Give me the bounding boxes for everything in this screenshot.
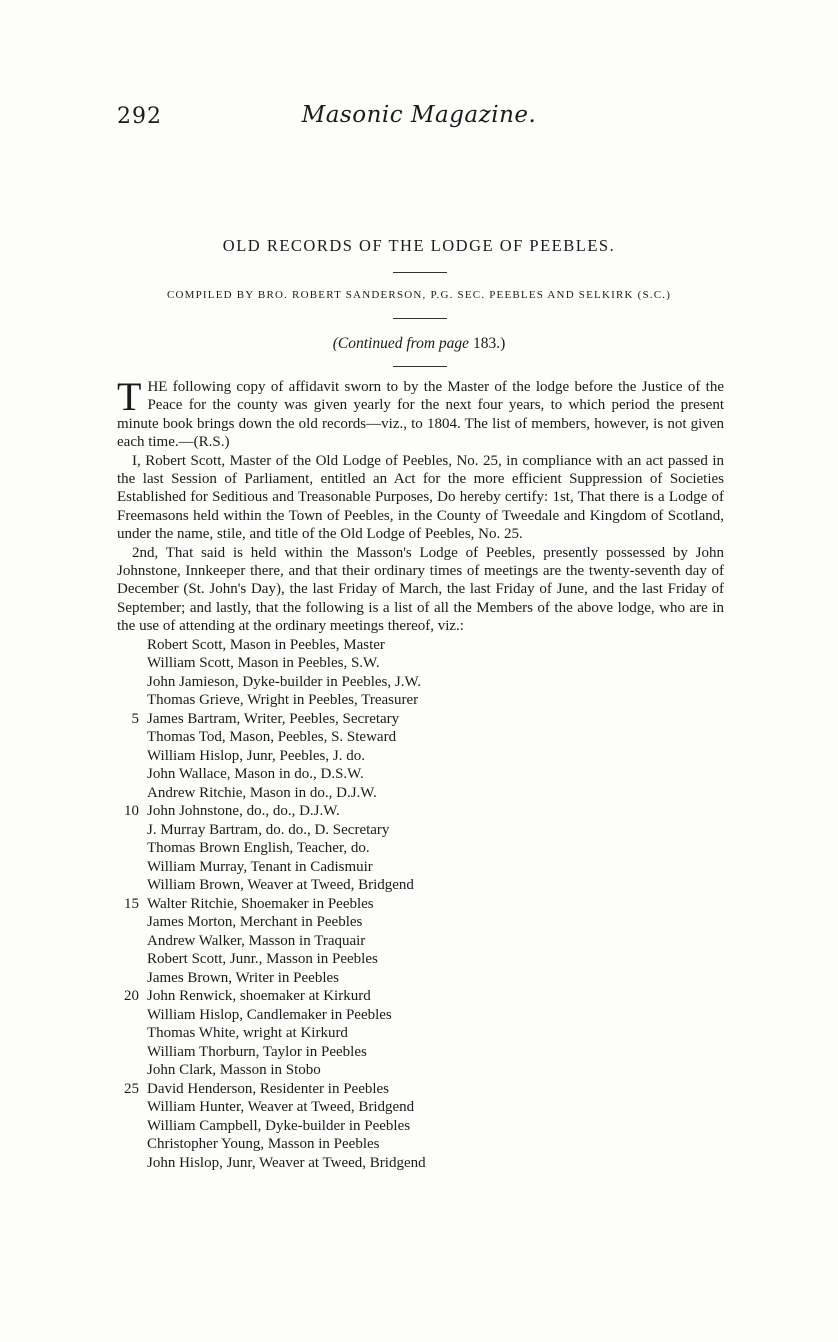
list-item-text: James Morton, Merchant in Peebles — [147, 914, 363, 931]
member-list — [117, 636, 724, 1173]
list-item-text: William Scott, Mason in Peebles, S.W. — [147, 655, 380, 672]
list-item-number: 5 — [131, 710, 139, 727]
list-item-text: Robert Scott, Junr., Masson in Peebles — [147, 951, 378, 968]
list-item-text: John Clark, Masson in Stobo — [147, 1062, 321, 1079]
list-item — [117, 765, 724, 784]
affidavit-paragraph-2: 2nd, That said is held within the Masson's Lodge of Peebles, presently possessed by John Johnstone, Innkeeper there, and that their ordinary times of meetings are the twenty-seventh day of December (St. John's Day), the last Friday of March, the last Friday of June, and the last Friday of September; and lastly, that the following is a list of all the Members of the above lodge, who are in the use of attending at the ordinary meetings thereof, viz.: — [117, 544, 724, 635]
list-item — [117, 1080, 724, 1099]
list-item — [117, 1043, 724, 1062]
list-item — [117, 969, 724, 988]
list-item — [117, 673, 724, 692]
list-item — [117, 691, 724, 710]
byline-rule — [393, 318, 447, 319]
affidavit-paragraph-1: I, Robert Scott, Master of the Old Lodge of Peebles, No. 25, in compliance with an act passed in the last Session of Parliament, entitled an Act for the more efficient Suppression of Societies Established for Seditious and Treasonable Purposes, Do hereby certify: 1st, That there is a Lodge of Freemasons held within the Town of Peebles, in the County of Tweedale and Kingdom of Scotland, under the name, stile, and title of the Old Lodge of Peebles, No. 25. — [117, 452, 724, 543]
continued-note — [0, 335, 838, 353]
byline: COMPILED BY BRO. ROBERT SANDERSON, P.G. SEC. PEEBLES AND SELKIRK (S.C.) — [166, 289, 672, 301]
list-item-number: 20 — [124, 988, 139, 1005]
list-item-text: Thomas Brown English, Teacher, do. — [147, 840, 370, 857]
list-item-text: James Bartram, Writer, Peebles, Secretary — [147, 710, 400, 727]
list-item — [117, 987, 724, 1006]
list-item — [117, 728, 724, 747]
list-item-text: William Hislop, Junr, Peebles, J. do. — [147, 747, 365, 764]
list-item — [117, 1061, 724, 1080]
list-item-text: Thomas Grieve, Wright in Peebles, Treasurer — [147, 692, 419, 709]
list-item — [117, 950, 724, 969]
list-item — [117, 932, 724, 951]
title-rule — [393, 272, 447, 273]
intro-paragraph — [117, 374, 724, 452]
list-item — [117, 1098, 724, 1117]
list-item — [117, 821, 724, 840]
list-item-text: John Renwick, shoemaker at Kirkurd — [147, 988, 371, 1005]
list-item-number: 10 — [124, 803, 139, 820]
drop-cap: T — [117, 374, 142, 419]
list-item-text: John Jamieson, Dyke-builder in Peebles, J.W. — [147, 673, 421, 690]
list-item — [117, 1117, 724, 1136]
list-item-text: Walter Ritchie, Shoemaker in Peebles — [147, 895, 374, 912]
list-item — [117, 858, 724, 877]
list-item — [117, 710, 724, 729]
list-item-text: Thomas White, wright at Kirkurd — [147, 1025, 348, 1042]
list-item-text: William Campbell, Dyke-builder in Peebles — [147, 1117, 411, 1134]
list-item — [117, 1006, 724, 1025]
list-item-text: Thomas Tod, Mason, Peebles, S. Steward — [147, 729, 397, 746]
page-number: 292 — [117, 104, 162, 129]
list-item-text: William Murray, Tenant in Cadismuir — [147, 858, 373, 875]
section-rule — [393, 366, 447, 367]
list-item — [117, 1024, 724, 1043]
list-item — [117, 802, 724, 821]
intro-text: HE following copy of affidavit sworn to by the Master of the lodge before the Justice of the Peace for the county was given yearly for the next four years, to which period the present minute book brings down the old records—viz., to 1804. The list of members, however, is not given each time.—(R.S.) — [117, 379, 724, 451]
list-item — [117, 913, 724, 932]
list-item-text: J. Murray Bartram, do. do., D. Secretary — [147, 821, 390, 838]
list-item — [117, 1154, 724, 1173]
list-item-text: David Henderson, Residenter in Peebles — [147, 1080, 390, 1097]
list-item-text: William Brown, Weaver at Tweed, Bridgend — [147, 877, 414, 894]
continued-label: (Continued from page — [332, 335, 470, 352]
running-head — [0, 104, 838, 136]
list-item — [117, 1135, 724, 1154]
list-item-text: Andrew Walker, Masson in Traquair — [147, 932, 366, 949]
list-item-text: John Wallace, Mason in do., D.S.W. — [147, 766, 364, 783]
list-item — [117, 895, 724, 914]
article-body — [117, 374, 724, 1172]
list-item — [117, 636, 724, 655]
list-item-text: Andrew Ritchie, Mason in do., D.J.W. — [147, 784, 377, 801]
list-item — [117, 784, 724, 803]
list-item-number: 15 — [124, 895, 139, 912]
list-item-number: 25 — [124, 1080, 139, 1097]
article-title: OLD RECORDS OF THE LODGE OF PEEBLES. — [222, 236, 616, 255]
list-item-text: William Hislop, Candlemaker in Peebles — [147, 1006, 392, 1023]
continued-page: 183.) — [472, 335, 506, 352]
list-item-text: William Hunter, Weaver at Tweed, Bridgend — [147, 1099, 415, 1116]
list-item-text: William Thorburn, Taylor in Peebles — [147, 1043, 367, 1060]
journal-title: Masonic Magazine. — [301, 102, 537, 128]
list-item-text: Christopher Young, Masson in Peebles — [147, 1136, 380, 1153]
list-item — [117, 747, 724, 766]
list-item-text: James Brown, Writer in Peebles — [147, 969, 339, 986]
list-item — [117, 654, 724, 673]
list-item — [117, 839, 724, 858]
list-item-text: John Johnstone, do., do., D.J.W. — [147, 803, 340, 820]
list-item — [117, 876, 724, 895]
list-item-text: Robert Scott, Mason in Peebles, Master — [147, 636, 385, 653]
list-item-text: John Hislop, Junr, Weaver at Tweed, Bridgend — [147, 1154, 426, 1171]
